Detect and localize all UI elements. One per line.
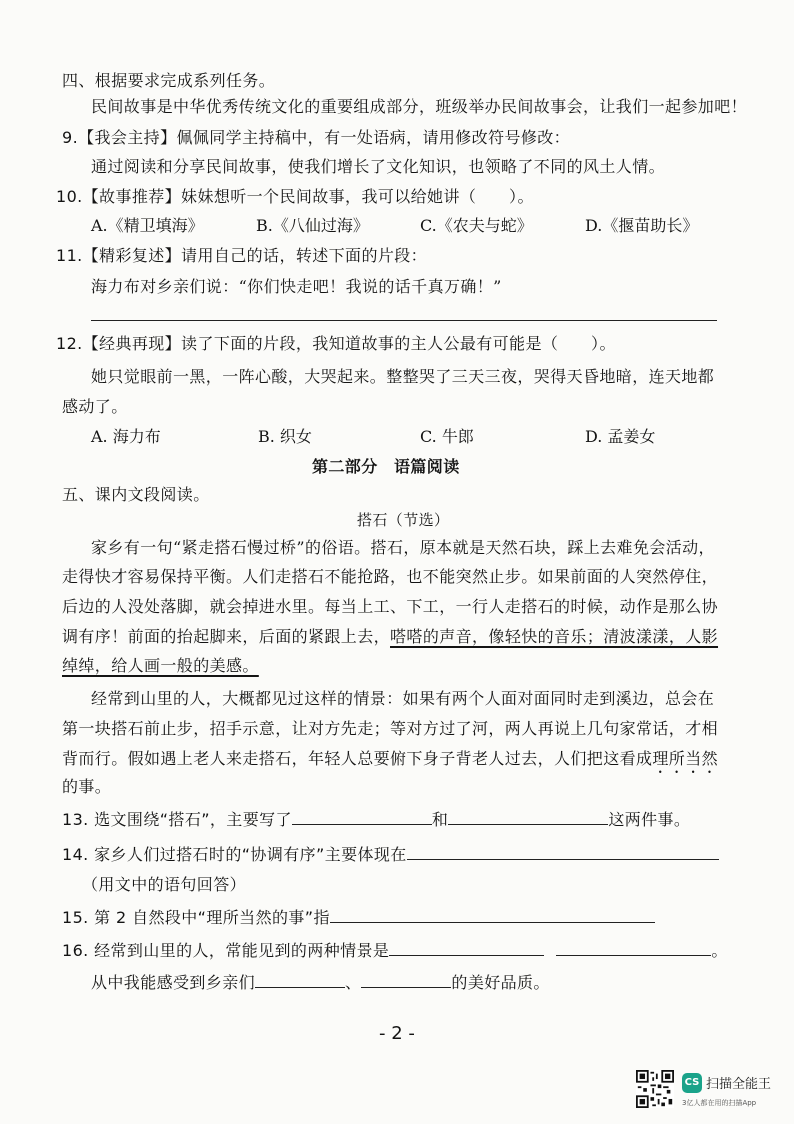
question-10-option-a: A.《精卫填海》 xyxy=(91,216,204,235)
question-13-prefix: 13. 选文围绕“搭石”，主要写了 xyxy=(62,810,292,829)
passage-p1-line-1: 家乡有一句“紧走搭石慢过桥”的俗语。搭石，原本就是天然石块，踩上去难免会活动， xyxy=(91,538,715,557)
question-11-label: 11.【精彩复述】请用自己的话，转述下面的片段： xyxy=(56,246,428,265)
question-12-option-b: B. 织女 xyxy=(258,427,312,446)
passage-p1-line-4 xyxy=(62,626,718,648)
question-12-passage-line-2: 感动了。 xyxy=(62,397,128,416)
question-16-line-2-mid: 、 xyxy=(345,973,362,992)
passage-p1-line-2: 走得快才容易保持平衡。人们走搭石不能抢路，也不能突然止步。如果前面的人突然停住， xyxy=(62,567,719,586)
scanner-app-tagline: 3亿人都在用的扫描App xyxy=(682,1099,757,1107)
passage-p2-line-4: 的事。 xyxy=(62,777,112,796)
question-16-line-2-prefix: 从中我能感受到乡亲们 xyxy=(91,973,256,992)
question-13-suffix: 这两件事。 xyxy=(608,810,691,829)
question-9-label: 9.【我会主持】佩佩同学主持稿中，有一处语病，请用修改符号修改： xyxy=(62,128,571,147)
question-12-option-d: D. 孟姜女 xyxy=(585,427,656,446)
question-16-prefix: 16. 经常到山里的人，常能见到的两种情景是 xyxy=(62,941,390,960)
question-10-label: 10.【故事推荐】妹妹想听一个民间故事，我可以给她讲（ ）。 xyxy=(56,187,534,206)
camscanner-logo-icon: CS xyxy=(682,1073,702,1093)
underlined-sentence-part-1: 嗒嗒的声音，像轻快的音乐；清波漾漾，人影 xyxy=(390,627,719,646)
question-10-option-c: C.《农夫与蛇》 xyxy=(420,216,533,235)
question-9-sentence: 通过阅读和分享民间故事，使我们增长了文化知识，也领略了不同的风土人情。 xyxy=(91,157,666,176)
question-14-note: （用文中的语句回答） xyxy=(82,875,247,894)
passage-p2-line-2: 第一块搭石前止步，招手示意，让对方先走；等对方过了河，两人再说上几句家常话，才相 xyxy=(62,719,719,738)
underlined-sentence-part-2: 绰绰，给人画一般的美感。 xyxy=(62,656,259,675)
question-11-quote: 海力布对乡亲们说：“你们快走吧！我说的话千真万确！” xyxy=(91,277,502,296)
passage-p1-line-4-plain: 调有序！前面的抬起脚来，后面的紧跟上去， xyxy=(62,627,391,646)
passage-p2-line-3 xyxy=(62,748,718,777)
scanner-app-name: 扫描全能王 xyxy=(706,1077,772,1092)
question-10-option-b: B.《八仙过海》 xyxy=(256,216,369,235)
question-12-option-a: A. 海力布 xyxy=(91,427,161,446)
question-13-blank-1[interactable] xyxy=(292,808,432,825)
question-11-answer-line[interactable] xyxy=(91,320,717,321)
question-13-blank-2[interactable] xyxy=(448,808,608,825)
question-14 xyxy=(62,843,719,866)
question-16-line-2-suffix: 的美好品质。 xyxy=(451,973,550,992)
question-16 xyxy=(62,939,728,962)
question-10-option-d: D.《揠苗助长》 xyxy=(585,216,699,235)
question-12-passage-line-1: 她只觉眼前一黑，一阵心酸，大哭起来。整整哭了三天三夜，哭得天昏地暗，连天地都 xyxy=(91,367,715,386)
question-13 xyxy=(62,808,690,831)
section-4-intro: 民间故事是中华优秀传统文化的重要组成部分，班级举办民间故事会，让我们一起参加吧！ xyxy=(91,97,748,116)
passage-title: 搭石（节选） xyxy=(357,511,450,529)
section-5-heading: 五、课内文段阅读。 xyxy=(62,485,210,504)
question-16-blank-4[interactable] xyxy=(361,971,451,988)
question-14-blank[interactable] xyxy=(407,843,719,860)
section-4-heading: 四、根据要求完成系列任务。 xyxy=(62,71,276,90)
question-12-label: 12.【经典再现】读了下面的片段，我知道故事的主人公最有可能是（ ）。 xyxy=(56,334,616,353)
question-16-blank-2[interactable] xyxy=(556,939,711,956)
passage-p2-line-1: 经常到山里的人，大概都见过这样的情景：如果有两个人面对面同时走到溪边，总会在 xyxy=(91,689,715,708)
page-number: - 2 - xyxy=(379,1023,415,1044)
question-15 xyxy=(62,906,655,929)
question-16-blank-3[interactable] xyxy=(255,971,345,988)
emphasized-phrase: 理所当然 xyxy=(652,749,719,768)
passage-p2-line-3-plain: 背而行。假如遇上老人来走搭石，年轻人总要俯下身子背老人过去，人们把这看成 xyxy=(62,749,653,768)
passage-p1-line-3: 后边的人没处落脚，就会掉进水里。每当上工、下工，一行人走搭石的时候，动作是那么协 xyxy=(62,597,719,616)
question-14-prefix: 14. 家乡人们过搭石时的“协调有序”主要体现在 xyxy=(62,845,407,864)
question-15-blank[interactable] xyxy=(330,906,655,923)
question-13-mid: 和 xyxy=(431,810,449,829)
question-16-end: 。 xyxy=(711,941,728,960)
part-2-title: 第二部分 语篇阅读 xyxy=(312,457,460,476)
question-16-line-2 xyxy=(91,971,550,994)
question-16-blank-1[interactable] xyxy=(389,939,544,956)
question-15-prefix: 15. 第 2 自然段中“理所当然的事”指 xyxy=(62,908,330,927)
question-12-option-c: C. 牛郎 xyxy=(420,427,474,446)
qr-code-icon xyxy=(636,1070,674,1108)
